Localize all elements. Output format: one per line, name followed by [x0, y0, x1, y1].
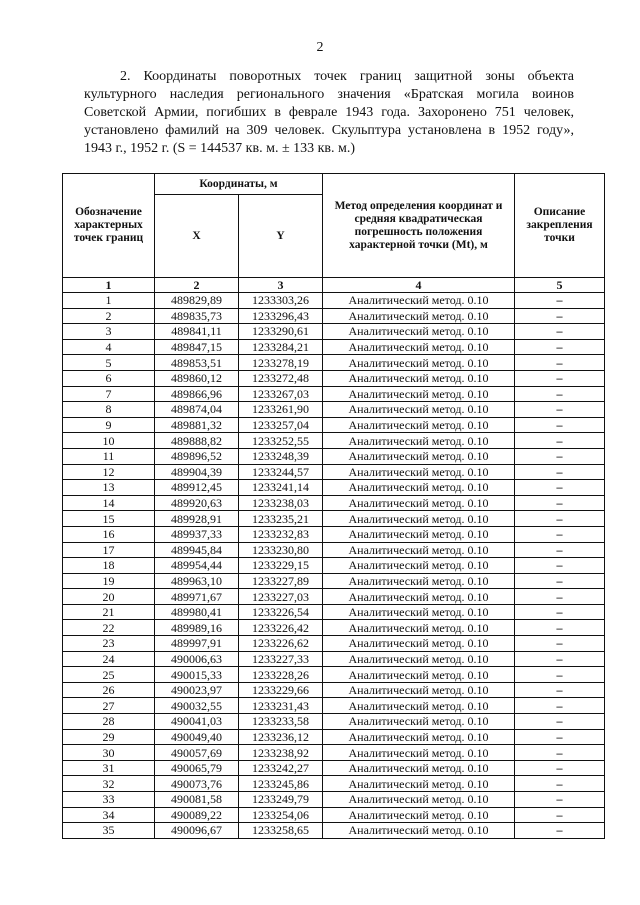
point-number-cell: 18	[63, 558, 155, 574]
x-coordinate-cell: 490081,58	[155, 792, 239, 808]
point-number-cell: 8	[63, 402, 155, 418]
description-cell: –	[515, 636, 605, 652]
description-cell: –	[515, 480, 605, 496]
x-coordinate-cell: 489847,15	[155, 339, 239, 355]
description-cell: –	[515, 542, 605, 558]
table-row	[63, 511, 605, 527]
table-row	[63, 698, 605, 714]
table-row	[63, 402, 605, 418]
column-number: 4	[323, 278, 515, 293]
point-number-cell: 15	[63, 511, 155, 527]
y-coordinate-cell: 1233254,06	[239, 807, 323, 823]
description-cell: –	[515, 355, 605, 371]
description-cell: –	[515, 386, 605, 402]
header-method: Метод определения координат и средняя квадратическая погрешность положения характерной точки (Mt), м	[323, 174, 515, 278]
point-number-cell: 5	[63, 355, 155, 371]
y-coordinate-cell: 1233296,43	[239, 308, 323, 324]
description-cell: –	[515, 339, 605, 355]
coordinates-table	[62, 173, 605, 839]
x-coordinate-cell: 490015,33	[155, 667, 239, 683]
method-cell: Аналитический метод. 0.10	[323, 339, 515, 355]
point-number-cell: 32	[63, 776, 155, 792]
y-coordinate-cell: 1233249,79	[239, 792, 323, 808]
description-cell: –	[515, 760, 605, 776]
point-number-cell: 14	[63, 495, 155, 511]
x-coordinate-cell: 490073,76	[155, 776, 239, 792]
point-number-cell: 23	[63, 636, 155, 652]
description-cell: –	[515, 526, 605, 542]
header-coordinates: Координаты, м	[155, 174, 323, 195]
description-cell: –	[515, 651, 605, 667]
y-coordinate-cell: 1233229,15	[239, 558, 323, 574]
y-coordinate-cell: 1233226,54	[239, 604, 323, 620]
description-cell: –	[515, 511, 605, 527]
description-cell: –	[515, 792, 605, 808]
y-coordinate-cell: 1233231,43	[239, 698, 323, 714]
description-cell: –	[515, 558, 605, 574]
table-row	[63, 792, 605, 808]
description-cell: –	[515, 324, 605, 340]
point-number-cell: 25	[63, 667, 155, 683]
method-cell: Аналитический метод. 0.10	[323, 370, 515, 386]
y-coordinate-cell: 1233229,66	[239, 682, 323, 698]
header-y: Y	[239, 195, 323, 278]
point-number-cell: 34	[63, 807, 155, 823]
point-number-cell: 16	[63, 526, 155, 542]
y-coordinate-cell: 1233272,48	[239, 370, 323, 386]
method-cell: Аналитический метод. 0.10	[323, 495, 515, 511]
point-number-cell: 24	[63, 651, 155, 667]
y-coordinate-cell: 1233261,90	[239, 402, 323, 418]
point-number-cell: 22	[63, 620, 155, 636]
method-cell: Аналитический метод. 0.10	[323, 308, 515, 324]
y-coordinate-cell: 1233226,42	[239, 620, 323, 636]
table-row	[63, 339, 605, 355]
point-number-cell: 33	[63, 792, 155, 808]
y-coordinate-cell: 1233241,14	[239, 480, 323, 496]
x-coordinate-cell: 490065,79	[155, 760, 239, 776]
point-number-cell: 1	[63, 293, 155, 309]
point-number-cell: 7	[63, 386, 155, 402]
x-coordinate-cell: 490089,22	[155, 807, 239, 823]
y-coordinate-cell: 1233236,12	[239, 729, 323, 745]
table-row	[63, 308, 605, 324]
y-coordinate-cell: 1233252,55	[239, 433, 323, 449]
x-coordinate-cell: 489937,33	[155, 526, 239, 542]
y-coordinate-cell: 1233232,83	[239, 526, 323, 542]
table-row	[63, 620, 605, 636]
x-coordinate-cell: 489896,52	[155, 448, 239, 464]
x-coordinate-cell: 489829,89	[155, 293, 239, 309]
table-row	[63, 651, 605, 667]
point-number-cell: 28	[63, 714, 155, 730]
x-coordinate-cell: 489835,73	[155, 308, 239, 324]
x-coordinate-cell: 489989,16	[155, 620, 239, 636]
point-number-cell: 30	[63, 745, 155, 761]
point-number-cell: 9	[63, 417, 155, 433]
x-coordinate-cell: 489874,04	[155, 402, 239, 418]
table-row	[63, 558, 605, 574]
x-coordinate-cell: 489945,84	[155, 542, 239, 558]
point-number-cell: 10	[63, 433, 155, 449]
method-cell: Аналитический метод. 0.10	[323, 682, 515, 698]
method-cell: Аналитический метод. 0.10	[323, 480, 515, 496]
table-row	[63, 682, 605, 698]
point-number-cell: 6	[63, 370, 155, 386]
method-cell: Аналитический метод. 0.10	[323, 386, 515, 402]
x-coordinate-cell: 489860,12	[155, 370, 239, 386]
table-row	[63, 729, 605, 745]
x-coordinate-cell: 490032,55	[155, 698, 239, 714]
table-row	[63, 526, 605, 542]
y-coordinate-cell: 1233303,26	[239, 293, 323, 309]
intro-paragraph	[84, 68, 574, 158]
method-cell: Аналитический метод. 0.10	[323, 433, 515, 449]
y-coordinate-cell: 1233267,03	[239, 386, 323, 402]
method-cell: Аналитический метод. 0.10	[323, 823, 515, 839]
y-coordinate-cell: 1233238,03	[239, 495, 323, 511]
x-coordinate-cell: 489928,91	[155, 511, 239, 527]
y-coordinate-cell: 1233244,57	[239, 464, 323, 480]
point-number-cell: 27	[63, 698, 155, 714]
y-coordinate-cell: 1233238,92	[239, 745, 323, 761]
table-body	[63, 293, 605, 839]
x-coordinate-cell: 489881,32	[155, 417, 239, 433]
method-cell: Аналитический метод. 0.10	[323, 776, 515, 792]
table-row	[63, 417, 605, 433]
x-coordinate-cell: 490041,03	[155, 714, 239, 730]
method-cell: Аналитический метод. 0.10	[323, 760, 515, 776]
header-description: Описание закрепления точки	[515, 174, 605, 278]
method-cell: Аналитический метод. 0.10	[323, 448, 515, 464]
table-row	[63, 293, 605, 309]
method-cell: Аналитический метод. 0.10	[323, 589, 515, 605]
y-coordinate-cell: 1233227,03	[239, 589, 323, 605]
method-cell: Аналитический метод. 0.10	[323, 293, 515, 309]
point-number-cell: 12	[63, 464, 155, 480]
description-cell: –	[515, 573, 605, 589]
point-number-cell: 35	[63, 823, 155, 839]
description-cell: –	[515, 433, 605, 449]
y-coordinate-cell: 1233228,26	[239, 667, 323, 683]
point-number-cell: 2	[63, 308, 155, 324]
table-row	[63, 807, 605, 823]
description-cell: –	[515, 714, 605, 730]
method-cell: Аналитический метод. 0.10	[323, 729, 515, 745]
table-row	[63, 370, 605, 386]
description-cell: –	[515, 293, 605, 309]
description-cell: –	[515, 589, 605, 605]
y-coordinate-cell: 1233257,04	[239, 417, 323, 433]
table-row	[63, 745, 605, 761]
description-cell: –	[515, 464, 605, 480]
description-cell: –	[515, 308, 605, 324]
description-cell: –	[515, 776, 605, 792]
y-coordinate-cell: 1233290,61	[239, 324, 323, 340]
y-coordinate-cell: 1233227,89	[239, 573, 323, 589]
point-number-cell: 4	[63, 339, 155, 355]
method-cell: Аналитический метод. 0.10	[323, 714, 515, 730]
method-cell: Аналитический метод. 0.10	[323, 573, 515, 589]
method-cell: Аналитический метод. 0.10	[323, 324, 515, 340]
table-row	[63, 776, 605, 792]
description-cell: –	[515, 745, 605, 761]
description-cell: –	[515, 604, 605, 620]
method-cell: Аналитический метод. 0.10	[323, 558, 515, 574]
description-cell: –	[515, 698, 605, 714]
point-number-cell: 11	[63, 448, 155, 464]
column-number: 2	[155, 278, 239, 293]
point-number-cell: 3	[63, 324, 155, 340]
table-row	[63, 386, 605, 402]
x-coordinate-cell: 489912,45	[155, 480, 239, 496]
table-row	[63, 604, 605, 620]
table-row	[63, 573, 605, 589]
method-cell: Аналитический метод. 0.10	[323, 511, 515, 527]
x-coordinate-cell: 490096,67	[155, 823, 239, 839]
description-cell: –	[515, 729, 605, 745]
x-coordinate-cell: 489841,11	[155, 324, 239, 340]
y-coordinate-cell: 1233248,39	[239, 448, 323, 464]
x-coordinate-cell: 489853,51	[155, 355, 239, 371]
x-coordinate-cell: 489997,91	[155, 636, 239, 652]
method-cell: Аналитический метод. 0.10	[323, 698, 515, 714]
x-coordinate-cell: 489888,82	[155, 433, 239, 449]
point-number-cell: 21	[63, 604, 155, 620]
table-row	[63, 480, 605, 496]
y-coordinate-cell: 1233284,21	[239, 339, 323, 355]
table-row	[63, 589, 605, 605]
x-coordinate-cell: 489963,10	[155, 573, 239, 589]
method-cell: Аналитический метод. 0.10	[323, 355, 515, 371]
y-coordinate-cell: 1233233,58	[239, 714, 323, 730]
y-coordinate-cell: 1233227,33	[239, 651, 323, 667]
column-number: 1	[63, 278, 155, 293]
table-row	[63, 464, 605, 480]
description-cell: –	[515, 807, 605, 823]
x-coordinate-cell: 490023,97	[155, 682, 239, 698]
method-cell: Аналитический метод. 0.10	[323, 745, 515, 761]
table-row	[63, 355, 605, 371]
method-cell: Аналитический метод. 0.10	[323, 402, 515, 418]
point-number-cell: 29	[63, 729, 155, 745]
point-number-cell: 26	[63, 682, 155, 698]
y-coordinate-cell: 1233226,62	[239, 636, 323, 652]
y-coordinate-cell: 1233245,86	[239, 776, 323, 792]
column-number: 5	[515, 278, 605, 293]
point-number-cell: 13	[63, 480, 155, 496]
point-number-cell: 19	[63, 573, 155, 589]
description-cell: –	[515, 448, 605, 464]
header-x: X	[155, 195, 239, 278]
x-coordinate-cell: 489971,67	[155, 589, 239, 605]
y-coordinate-cell: 1233258,65	[239, 823, 323, 839]
method-cell: Аналитический метод. 0.10	[323, 667, 515, 683]
point-number-cell: 20	[63, 589, 155, 605]
description-cell: –	[515, 417, 605, 433]
table-row	[63, 495, 605, 511]
x-coordinate-cell: 490006,63	[155, 651, 239, 667]
table-row	[63, 433, 605, 449]
x-coordinate-cell: 489866,96	[155, 386, 239, 402]
x-coordinate-cell: 489904,39	[155, 464, 239, 480]
point-number-cell: 17	[63, 542, 155, 558]
description-cell: –	[515, 620, 605, 636]
method-cell: Аналитический метод. 0.10	[323, 807, 515, 823]
x-coordinate-cell: 490049,40	[155, 729, 239, 745]
table-row	[63, 448, 605, 464]
description-cell: –	[515, 823, 605, 839]
method-cell: Аналитический метод. 0.10	[323, 792, 515, 808]
description-cell: –	[515, 402, 605, 418]
table-row	[63, 324, 605, 340]
description-cell: –	[515, 682, 605, 698]
header-point-designation: Обозначение характерных точек границ	[63, 174, 155, 278]
y-coordinate-cell: 1233230,80	[239, 542, 323, 558]
x-coordinate-cell: 490057,69	[155, 745, 239, 761]
method-cell: Аналитический метод. 0.10	[323, 526, 515, 542]
method-cell: Аналитический метод. 0.10	[323, 620, 515, 636]
method-cell: Аналитический метод. 0.10	[323, 651, 515, 667]
x-coordinate-cell: 489980,41	[155, 604, 239, 620]
description-cell: –	[515, 370, 605, 386]
table-row	[63, 636, 605, 652]
method-cell: Аналитический метод. 0.10	[323, 464, 515, 480]
intro-text: 2. Координаты поворотных точек границ защитной зоны объекта культурного наследия регионального значения «Братская могила воинов Советской Армии, погибших в феврале 1943 года. Захоронено 751 человек, установлено фамилий на 309 человек. Скульптура установлена в 1952 году», 1943 г., 1952 г. (S = 144537 кв. м. ± 133 кв. м.)	[84, 69, 574, 156]
method-cell: Аналитический метод. 0.10	[323, 604, 515, 620]
point-number-cell: 31	[63, 760, 155, 776]
x-coordinate-cell: 489954,44	[155, 558, 239, 574]
table-row	[63, 823, 605, 839]
page-number: 2	[316, 40, 324, 55]
table-row	[63, 542, 605, 558]
table-row	[63, 667, 605, 683]
y-coordinate-cell: 1233242,27	[239, 760, 323, 776]
y-coordinate-cell: 1233278,19	[239, 355, 323, 371]
y-coordinate-cell: 1233235,21	[239, 511, 323, 527]
column-number: 3	[239, 278, 323, 293]
x-coordinate-cell: 489920,63	[155, 495, 239, 511]
method-cell: Аналитический метод. 0.10	[323, 417, 515, 433]
description-cell: –	[515, 667, 605, 683]
method-cell: Аналитический метод. 0.10	[323, 636, 515, 652]
method-cell: Аналитический метод. 0.10	[323, 542, 515, 558]
table-row	[63, 760, 605, 776]
description-cell: –	[515, 495, 605, 511]
table-row	[63, 714, 605, 730]
